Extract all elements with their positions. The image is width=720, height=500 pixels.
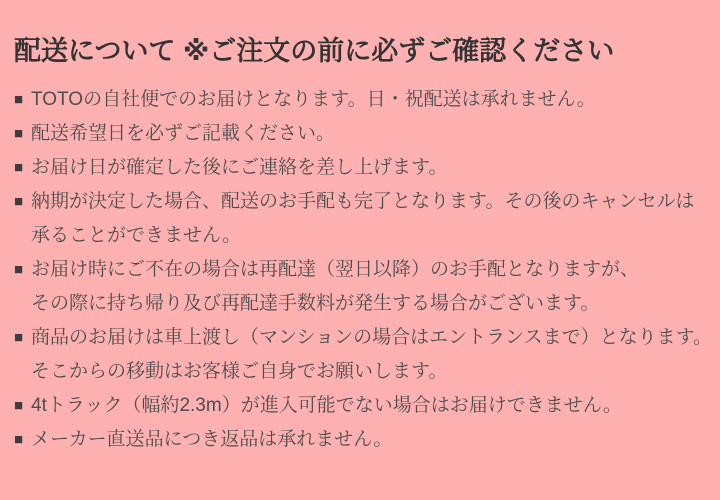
- list-item: [14, 321, 713, 389]
- item-text: 配送希望日を必ずご記載ください。: [31, 123, 336, 144]
- item-text: そこからの移動はお客様ご自身でお願いします。: [31, 361, 448, 382]
- item-text: 4tトラック（幅約2.3m）が進入可能でない場合はお届けできません。: [31, 395, 622, 416]
- notice-line: [14, 253, 710, 287]
- bullet-square-icon: ■: [14, 159, 24, 176]
- notice-list: [14, 83, 713, 457]
- list-item: [14, 117, 710, 151]
- notice-line: [14, 83, 710, 117]
- notice-line: [14, 389, 710, 423]
- bullet-square-icon: ■: [14, 397, 24, 414]
- bullet-square-icon: ■: [14, 261, 24, 278]
- bullet-square-icon: ■: [14, 125, 24, 142]
- list-item: [14, 185, 710, 253]
- item-text: お届け日が確定した後にご連絡を差し上げます。: [31, 157, 448, 178]
- notice-line: [14, 423, 710, 457]
- notice-line-continuation: [14, 355, 710, 389]
- list-item: [14, 389, 710, 423]
- notice-title: 配送について ※ご注文の前に必ずご確認ください: [14, 36, 615, 66]
- notice-line: [14, 321, 713, 355]
- list-item: [14, 253, 710, 321]
- item-text: 承ることができません。: [31, 225, 242, 246]
- bullet-square-icon: ■: [14, 91, 24, 108]
- notice-line-continuation: [14, 219, 710, 253]
- item-text: 商品のお届けは車上渡し（マンションの場合はエントランスまで）となります。: [31, 327, 713, 348]
- notice-line: [14, 151, 710, 185]
- notice-line: [14, 117, 710, 151]
- bullet-square-icon: ■: [14, 329, 24, 346]
- notice-line: [14, 185, 710, 219]
- bullet-square-icon: ■: [14, 193, 24, 210]
- item-text: その際に持ち帰り及び再配達手数料が発生する場合がございます。: [31, 293, 600, 314]
- bullet-square-icon: ■: [14, 431, 24, 448]
- item-text: TOTOの自社便でのお届けとなります。日・祝配送は承れません。: [31, 89, 596, 110]
- list-item: [14, 83, 710, 117]
- item-text: 納期が決定した場合、配送のお手配も完了となります。その後のキャンセルは: [31, 191, 695, 212]
- item-text: お届け時にご不在の場合は再配達（翌日以降）のお手配となりますが、: [31, 259, 640, 280]
- list-item: [14, 151, 710, 185]
- list-item: [14, 423, 710, 457]
- notice-line-continuation: [14, 287, 710, 321]
- item-text: メーカー直送品につき返品は承れません。: [31, 429, 393, 450]
